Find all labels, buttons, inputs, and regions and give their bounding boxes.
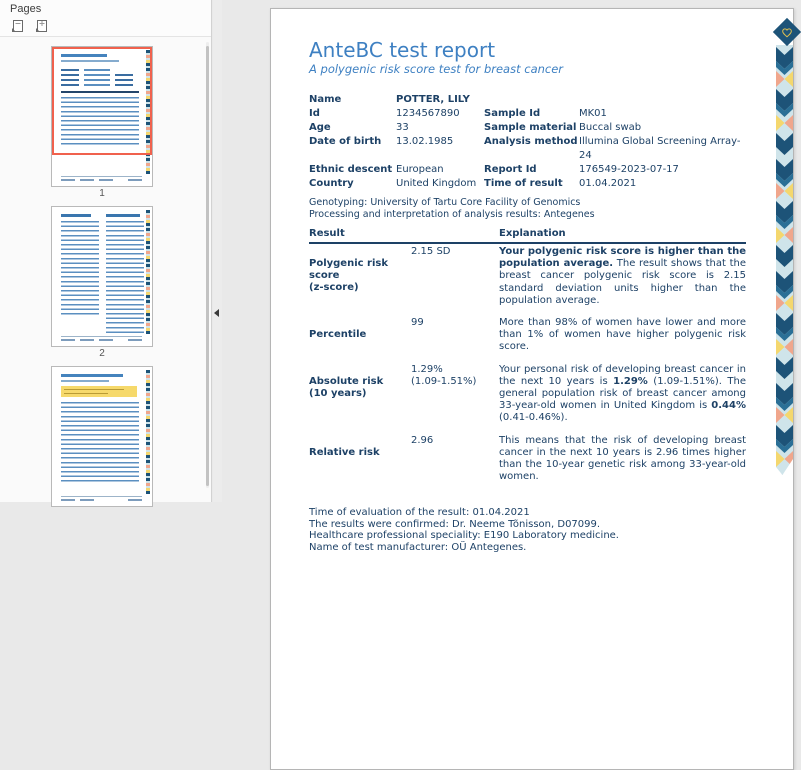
patient-info-row: Id 1234567890 Sample Id MK01 — [309, 108, 607, 119]
page-thumbnail-1[interactable] — [51, 46, 153, 187]
report-subtitle: A polygenic risk score test for breast cancer — [309, 62, 564, 76]
report-title: AnteBC test report — [309, 38, 496, 62]
heart-icon — [781, 26, 794, 39]
page-thumbnail-3[interactable] — [51, 366, 153, 507]
patient-info-row: Ethnic descent European Report Id 176549-2023-07-17 — [309, 164, 679, 175]
highlight-box — [61, 386, 137, 397]
pages-panel-header — [0, 0, 211, 37]
pages-panel-toolbar — [10, 18, 211, 33]
thumbnail-scrollbar — [206, 42, 209, 488]
visible-area-indicator — [52, 47, 152, 155]
page-number-label-1: 1 — [99, 188, 105, 199]
page-zoom-in-icon — [34, 19, 51, 33]
sidebar-collapse-handle[interactable] — [214, 309, 219, 317]
thumbnail-zoom-out-button[interactable] — [10, 18, 27, 33]
result-row-polygenic-risk-score: Polygenic risk score (z-score) 2.15 SD Your polygenic risk score is higher than the population average. The result shows that the breast cancer polygenic risk score is 2.15 standard deviation units higher than the population average. — [309, 246, 746, 306]
patient-info-row: Age 33 Sample material Buccal swab — [309, 122, 642, 133]
patient-info-row: Date of birth 13.02.1985 Analysis method Illumina Global Screening Array-24 — [309, 136, 741, 161]
pages-panel — [0, 0, 212, 502]
results-table-header: Result Explanation — [309, 228, 746, 244]
report-footer: Time of evaluation of the result: 01.04.2021 The results were confirmed: Dr. Neeme Tõnisson, D07099. Healthcare professional speciality: E190 Laboratory medicine. Name of test manufacturer: OÜ Antegenes. — [309, 507, 619, 553]
genotyping-note: Genotyping: University of Tartu Core Facility of Genomics Processing and interpretation of analysis results: Antegenes — [309, 197, 595, 220]
pages-panel-title: Pages — [10, 3, 42, 15]
page-zoom-out-icon — [10, 19, 27, 33]
thumbnail-decor-strip — [146, 210, 150, 334]
thumbnail-scrollbar-thumb[interactable] — [206, 46, 209, 486]
result-row-percentile: Percentile 99 More than 98% of women have lower and more than 1% of women have higher polygenic risk score. — [309, 317, 746, 353]
patient-info-table — [309, 93, 746, 191]
page-number-label-2: 2 — [99, 348, 105, 359]
document-page — [270, 8, 794, 770]
result-row-relative-risk: Relative risk 2.96 This means that the risk of developing breast cancer in the next 10 years is 2.96 times higher than the 10-year genetic risk among 33-year-old women. — [309, 434, 746, 483]
results-table — [309, 228, 746, 483]
patient-info-row: Country United Kingdom Time of result 01.04.2021 — [309, 178, 637, 189]
sidebar-splitter[interactable] — [213, 0, 222, 502]
result-row-absolute-risk: Absolute risk (10 years) 1.29% (1.09-1.51%) Your personal risk of developing breast cancer in the next 10 years is 1.29% (1.09-1.51%). The general population risk of breast cancer among 33-year-old women in United Kingdom is 0.44% (0.41-0.46%). — [309, 363, 746, 424]
page-thumbnail-2[interactable] — [51, 206, 153, 347]
document-canvas — [222, 0, 798, 553]
patient-info-row: Name POTTER, LILY — [309, 94, 470, 105]
thumbnail-list — [0, 38, 204, 502]
thumbnail-decor-strip — [146, 370, 150, 494]
thumbnail-zoom-in-button[interactable] — [34, 18, 51, 33]
decor-ribbon — [776, 45, 793, 475]
